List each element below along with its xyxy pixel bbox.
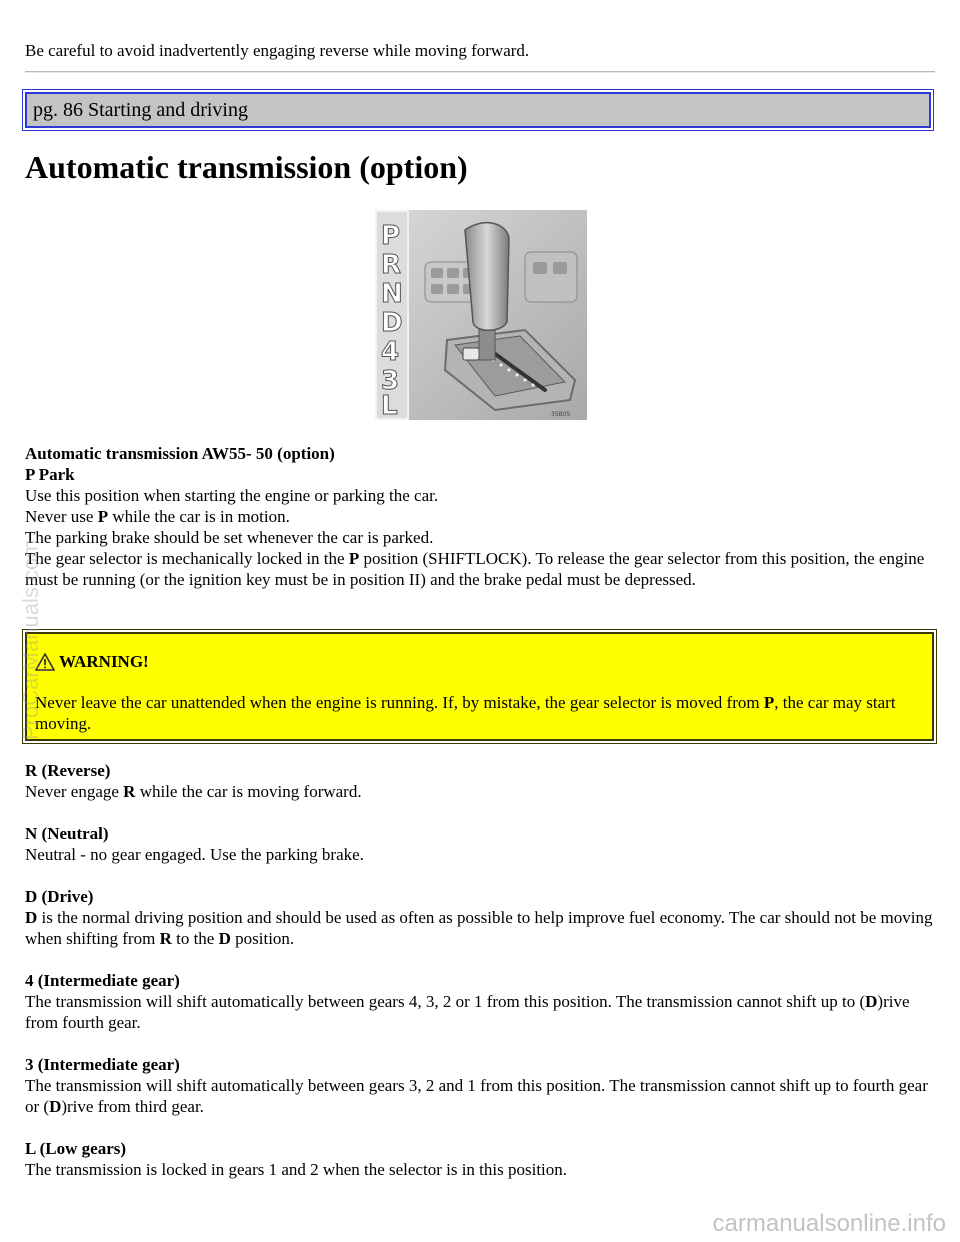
- section-text: The transmission is locked in gears 1 and 2 when the selector is in this position.: [25, 1160, 568, 1179]
- text-span: position (SHIFTLOCK). To release the gear selector from this position, the engine must be running (or the ignition key must be in position II) and the brake pedal must be depressed.: [25, 549, 925, 589]
- bold-gear: P: [97, 507, 109, 526]
- text-span: is the normal driving position and should be used as often as possible to help improve fuel economy. The car should not be moving when shifting from: [25, 908, 933, 948]
- warning-box: [25, 632, 934, 741]
- text-span: )rive from fourth gear.: [25, 992, 910, 1032]
- warning-triangle-icon: [35, 653, 55, 671]
- section-text: [25, 907, 937, 949]
- gear-sections: [25, 760, 937, 1201]
- gear-selector-illustration: [375, 210, 587, 420]
- text-span: while the car is in motion.: [108, 507, 290, 526]
- section-text: [25, 781, 937, 802]
- bold-gear: P: [763, 693, 775, 712]
- text-span: to the: [171, 929, 219, 948]
- section-low: [25, 1138, 937, 1180]
- park-section: [25, 443, 937, 590]
- gear-letter-p: P: [381, 221, 401, 251]
- bold-gear: D: [218, 929, 231, 948]
- section-heading: N (Neutral): [25, 824, 109, 843]
- gear-letter-4: 4: [381, 337, 400, 367]
- bold-gear: D: [49, 1097, 62, 1116]
- warning-title: WARNING!: [59, 652, 149, 671]
- text-span: , the car may start moving.: [35, 693, 896, 733]
- page-header-text: pg. 86 Starting and driving: [33, 99, 248, 121]
- section-gear-3: [25, 1054, 937, 1117]
- text-span: Never leave the car unattended when the engine is running. If, by mistake, the gear selector is moved from: [35, 693, 764, 712]
- text-span: while the car is moving forward.: [135, 782, 362, 801]
- page-header-bar: [25, 92, 931, 128]
- text-span: The gear selector is mechanically locked in the: [25, 549, 349, 568]
- figure-caption: Automatic transmission AW55- 50 (option): [25, 444, 335, 463]
- bold-gear: R: [159, 929, 172, 948]
- gear-letter-r: R: [381, 250, 402, 280]
- bold-gear: D: [865, 992, 878, 1011]
- bold-gear: R: [123, 782, 136, 801]
- footer-watermark: carmanualsonline.info: [712, 1210, 946, 1237]
- text-span: Never engage: [25, 782, 124, 801]
- text-span: position.: [230, 929, 295, 948]
- section-heading: R (Reverse): [25, 761, 111, 780]
- text-span: )rive from third gear.: [61, 1097, 204, 1116]
- park-line-4: [25, 548, 937, 590]
- warning-title-row: [35, 651, 149, 672]
- section-reverse: [25, 760, 937, 802]
- text-span: The transmission will shift automatically between gears 3, 2 and 1 from this position. The transmission cannot shift up to fourth gear or (: [25, 1076, 928, 1116]
- park-line-1: Use this position when starting the engine or parking the car.: [25, 486, 439, 505]
- section-text: [25, 991, 937, 1033]
- gear-letter-n: N: [381, 279, 403, 309]
- side-watermark-text: ProCarManuals.com: [18, 539, 43, 740]
- park-line-3: The parking brake should be set whenever the car is parked.: [25, 528, 434, 547]
- horizontal-rule: [25, 71, 935, 73]
- bold-gear: P: [348, 549, 360, 568]
- park-heading: P Park: [25, 465, 75, 484]
- park-line-2: [25, 506, 937, 527]
- bold-gear: D: [25, 908, 38, 927]
- section-heading: 3 (Intermediate gear): [25, 1055, 180, 1074]
- section-gear-4: [25, 970, 937, 1033]
- page-title: Automatic transmission (option): [25, 149, 468, 185]
- section-neutral: [25, 823, 937, 865]
- section-text: [25, 1075, 937, 1117]
- warning-text: [35, 692, 924, 734]
- section-heading: 4 (Intermediate gear): [25, 971, 180, 990]
- top-note: Be careful to avoid inadvertently engaging reverse while moving forward.: [25, 41, 530, 60]
- section-heading: L (Low gears): [25, 1139, 127, 1158]
- text-span: The transmission will shift automatically between gears 4, 3, 2 or 1 from this position. The transmission cannot shift up to (: [25, 992, 866, 1011]
- gear-letter-3: 3: [381, 366, 400, 396]
- text-span: Never use: [25, 507, 98, 526]
- section-heading: D (Drive): [25, 887, 94, 906]
- gear-letter-l: L: [381, 391, 398, 420]
- section-text: Neutral - no gear engaged. Use the parking brake.: [25, 845, 364, 864]
- gear-letter-d: D: [381, 308, 403, 338]
- figure-code: 35B05: [551, 411, 571, 418]
- section-drive: [25, 886, 937, 949]
